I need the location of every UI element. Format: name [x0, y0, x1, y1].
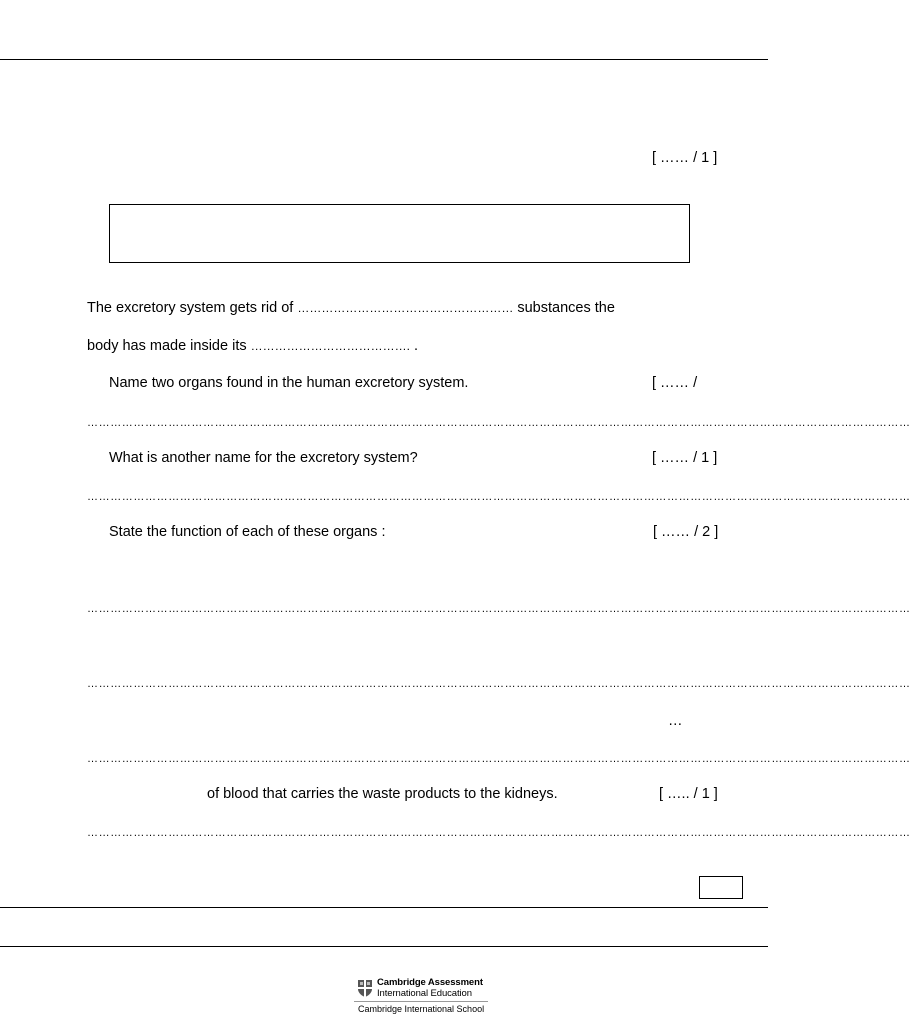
marks-label: [ ….. / 1 ]	[659, 786, 718, 802]
fill-blank-text: substances the	[517, 300, 615, 316]
marks-label: [ …… / 1 ]	[652, 150, 718, 166]
marks-label: [ …… /	[652, 375, 698, 391]
logo-line-2: International Education	[377, 988, 472, 999]
question-function: State the function of each of these organs :	[109, 524, 386, 540]
logo-line-3: Cambridge International School	[358, 1004, 485, 1014]
fill-blank-text: .	[414, 338, 419, 354]
marks-label: [ …… / 1 ]	[652, 450, 718, 466]
fill-blank-text: The excretory system gets rid of	[87, 300, 294, 316]
fill-blank-line-2	[87, 338, 418, 354]
page-number-box	[699, 876, 743, 899]
answer-line[interactable]: ……………………………………………………………………………………………………………………………………………………………………………………………	[87, 417, 911, 429]
marks-label: [ …… / 2 ]	[653, 524, 719, 540]
logo-line-1: Cambridge Assessment	[377, 977, 483, 988]
answer-line[interactable]: ……………………………………………………………………………………………………………………………………………………………………………………………	[87, 827, 911, 839]
fill-blank-text: body has made inside its	[87, 338, 247, 354]
answer-line[interactable]: ……………………………………………………………………………………………………………………………………………………………………………………………	[87, 678, 911, 690]
answer-box[interactable]	[109, 204, 690, 263]
question-organs: Name two organs found in the human excretory system.	[109, 375, 469, 391]
logo-divider	[354, 1001, 488, 1002]
question-blood: of blood that carries the waste products to the kidneys.	[207, 786, 558, 802]
footer-rule	[0, 946, 768, 947]
answer-line[interactable]: ……………………………………………………………………………………………………………………………………………………………………………………………	[87, 753, 911, 765]
fill-blank-line-1	[87, 300, 615, 316]
answer-line[interactable]: ……………………………………………………………………………………………………………………………………………………………………………………………	[87, 603, 911, 615]
blank-field[interactable]: ………………………………….	[250, 339, 410, 353]
header-rule	[0, 59, 768, 60]
ellipsis: …	[668, 713, 683, 729]
cambridge-logo	[354, 976, 488, 1020]
question-other-name: What is another name for the excretory system?	[109, 450, 418, 466]
cambridge-shield-icon	[357, 979, 373, 998]
blank-field[interactable]: ………………………………………………	[297, 301, 514, 315]
answer-line[interactable]: ……………………………………………………………………………………………………………………………………………………………………………………………	[87, 491, 911, 503]
footer-rule	[0, 907, 768, 908]
